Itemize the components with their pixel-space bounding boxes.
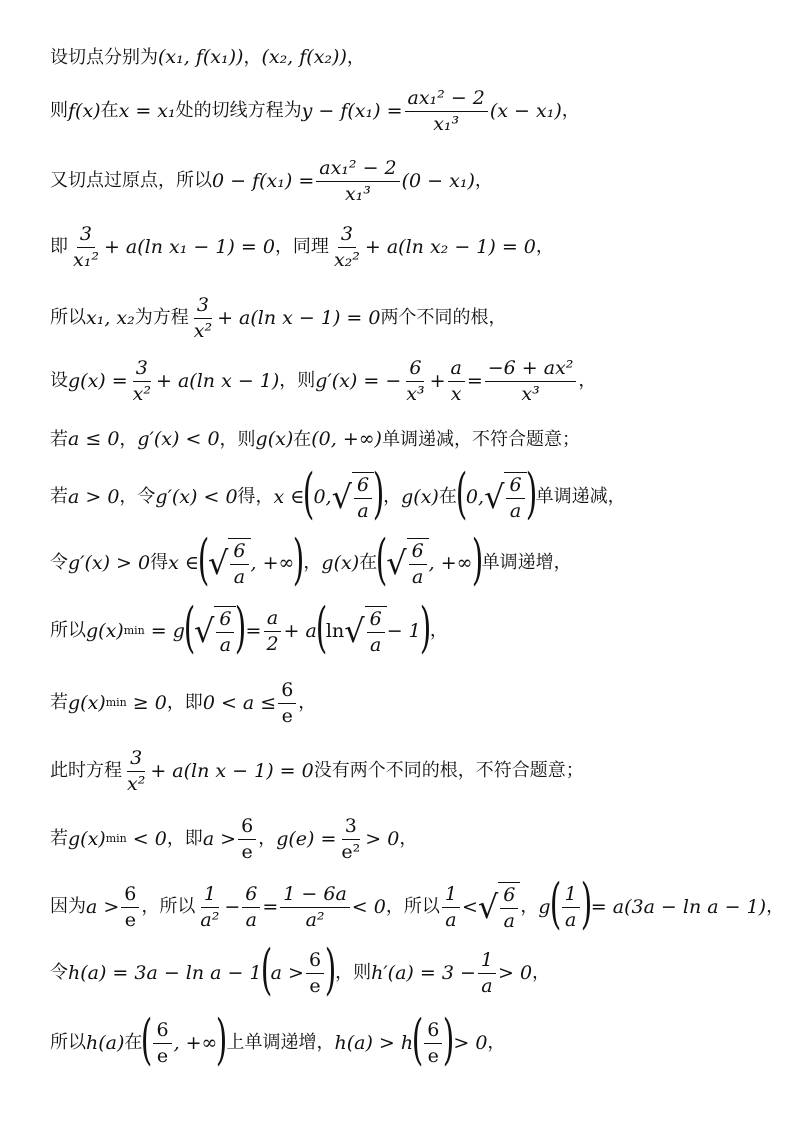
math: > 0	[365, 827, 400, 850]
math: (0 − x₁)	[401, 169, 475, 192]
math: g(x)	[401, 485, 439, 508]
right-paren: )	[324, 938, 337, 1001]
left-paren: (	[197, 528, 210, 591]
line-14	[50, 872, 785, 935]
numerator: 6	[230, 541, 248, 565]
math: g(x)	[68, 827, 106, 850]
text: ，即	[166, 828, 203, 850]
text: ，即	[166, 692, 203, 714]
line-1	[50, 48, 780, 67]
math: ≥ 0	[132, 691, 167, 714]
numerator: −6 + ax²	[485, 358, 577, 382]
text: 若	[50, 428, 68, 450]
denominator: e²	[341, 840, 361, 863]
math: a ≤ 0	[68, 428, 120, 450]
denominator: e	[281, 704, 293, 727]
math: > 0	[497, 961, 533, 984]
left-paren: (	[260, 938, 272, 1001]
math: h(a) > h	[334, 1031, 414, 1054]
denominator: e	[124, 908, 136, 931]
numerator: 1	[201, 884, 219, 908]
line-9	[50, 528, 780, 591]
numerator: 6	[242, 884, 260, 908]
numerator: 6	[500, 885, 518, 909]
text: 单调递减，	[535, 486, 626, 507]
numerator: 3	[127, 748, 145, 772]
numerator: 6	[153, 1020, 171, 1044]
fraction	[191, 295, 215, 342]
math: + a(ln x₂ − 1) = 0	[364, 235, 536, 258]
left-paren: (	[303, 462, 315, 525]
math: g′(x) < 0	[137, 428, 220, 450]
line-16	[50, 1008, 780, 1071]
fraction	[70, 224, 102, 271]
fraction	[238, 816, 256, 863]
math: , +∞	[428, 551, 473, 574]
fraction	[485, 358, 577, 405]
denominator: x³	[406, 382, 425, 405]
text: 在	[100, 100, 119, 122]
denominator: x³	[521, 382, 540, 405]
denominator: x₁³	[344, 182, 371, 205]
fraction	[409, 541, 427, 588]
line-12	[50, 748, 780, 795]
denominator: x	[450, 382, 462, 405]
denominator: x₁²	[73, 248, 99, 271]
left-paren: (	[315, 596, 328, 659]
numerator: 1	[442, 884, 460, 908]
math: h(a)	[86, 1031, 125, 1054]
math: (0, +∞)	[311, 428, 382, 450]
text: 所以	[50, 1032, 86, 1053]
fraction	[500, 885, 518, 932]
text: 设切点分别为	[50, 46, 158, 68]
fraction	[403, 358, 427, 405]
line-2	[50, 88, 780, 135]
text: 在	[124, 1032, 143, 1053]
text: ，	[346, 46, 365, 68]
text: ，则	[219, 428, 256, 450]
fraction	[331, 224, 363, 271]
text: ，	[535, 236, 554, 258]
math: g(x)	[68, 691, 106, 714]
denominator: a	[411, 566, 424, 588]
math: + a	[283, 619, 317, 642]
math: −	[224, 895, 241, 918]
denominator: a	[370, 634, 382, 656]
text: 在	[438, 486, 457, 507]
fraction	[506, 475, 524, 522]
math: < 0	[351, 895, 386, 918]
text: 若	[50, 692, 68, 714]
line-13: 若 g(x) min < 0 ，即 a > $\frac{6}{e}$ ， g(e) = $\frac{3}{\text{e²}}$ > 0 ，	[50, 815, 418, 863]
math: g(x)	[255, 428, 294, 450]
numerator: 6	[424, 1020, 442, 1044]
right-paren: )	[525, 462, 537, 525]
numerator: 1	[562, 884, 580, 908]
denominator: x²	[132, 382, 152, 405]
denominator: a²	[305, 908, 325, 931]
fraction	[242, 884, 260, 931]
math: + a(ln x − 1) = 0	[150, 759, 314, 782]
text: 单调递减，不符合题意；	[381, 428, 580, 450]
fraction	[354, 475, 372, 522]
math: f(x)	[68, 99, 101, 122]
math: g′(x) > 0	[68, 551, 151, 574]
numerator: 6	[121, 884, 139, 908]
numerator: ax₁² − 2	[405, 88, 488, 112]
math: < 0	[132, 827, 167, 850]
numerator: 3	[133, 358, 151, 382]
math: a >	[86, 895, 120, 918]
math: (x − x₁)	[489, 99, 562, 122]
text: 为方程	[134, 307, 189, 329]
fraction	[153, 1020, 171, 1067]
math: g(x) =	[68, 369, 128, 392]
sqrt: √ $\frac{6}{a}$	[386, 538, 428, 588]
text: ，所以	[141, 896, 196, 917]
denominator: e	[427, 1044, 439, 1067]
numerator: 6	[406, 358, 424, 382]
numerator: 6	[409, 541, 427, 565]
text: ，	[298, 692, 317, 714]
fraction	[278, 680, 296, 727]
fraction	[405, 88, 488, 135]
denominator: x²	[127, 772, 146, 795]
denominator: a	[233, 566, 246, 588]
text: 又切点过原点，所以	[50, 170, 212, 192]
text: 没有两个不同的根，不符合题意；	[313, 760, 584, 782]
numerator: 3	[194, 295, 212, 319]
denominator: x²	[193, 319, 213, 342]
math: <	[461, 895, 478, 918]
numerator: 6	[306, 950, 324, 974]
text: 处的切线方程为	[175, 100, 302, 122]
math: 0 − f(x₁) =	[212, 169, 315, 192]
math: + a(ln x − 1) = 0	[217, 306, 381, 329]
text: 因为	[50, 896, 86, 917]
denominator: x₁³	[433, 112, 460, 135]
math: (x₁, f(x₁))	[158, 46, 244, 68]
text: ，	[766, 896, 785, 917]
fraction	[124, 748, 148, 795]
numerator: 3	[342, 816, 360, 840]
numerator: a	[448, 358, 465, 382]
fraction	[448, 358, 465, 405]
fraction	[478, 950, 496, 997]
text: ，	[399, 828, 418, 850]
text: ，	[561, 100, 580, 122]
math: =	[466, 369, 483, 392]
fraction	[130, 358, 154, 405]
math: , +∞	[250, 551, 295, 574]
math: g′(x) < 0	[155, 485, 238, 508]
text: 则	[50, 100, 68, 122]
math: > 0	[453, 1031, 488, 1054]
math: a >	[202, 827, 237, 850]
math: y − f(x₁) =	[301, 99, 403, 122]
math: x ∈	[168, 551, 199, 574]
numerator: 1	[478, 950, 496, 974]
text: 令	[50, 962, 68, 983]
right-paren: )	[471, 528, 483, 591]
text: 此时方程	[50, 760, 122, 782]
denominator: e	[156, 1044, 169, 1067]
left-paren: (	[183, 596, 196, 659]
fraction	[216, 609, 234, 656]
fraction	[338, 816, 363, 863]
math: (x₂, f(x₂))	[261, 46, 347, 68]
right-paren: )	[372, 462, 385, 525]
line-15	[50, 938, 780, 1001]
text: ，	[243, 46, 262, 68]
line-4	[50, 224, 780, 271]
math: + a(ln x − 1)	[156, 369, 280, 392]
math: x₁, x₂	[86, 306, 135, 329]
text: ，	[578, 370, 597, 392]
text: ，	[429, 620, 448, 641]
math: − 1	[386, 619, 421, 642]
text: 设	[50, 370, 68, 392]
left-paren: (	[141, 1008, 153, 1071]
denominator: a	[445, 908, 457, 931]
fraction	[263, 608, 281, 655]
right-paren: )	[580, 872, 593, 935]
text: ，同理	[274, 236, 329, 258]
left-paren: (	[455, 462, 468, 525]
sqrt: √ $\frac{6}{a}$	[194, 606, 236, 656]
numerator: 6	[367, 609, 385, 633]
line-3	[50, 158, 780, 205]
fraction	[562, 884, 580, 931]
math: h(a) = 3a − ln a − 1	[68, 961, 262, 984]
line-8	[50, 462, 780, 525]
numerator: 6	[506, 475, 524, 499]
denominator: e	[309, 974, 321, 997]
math: a > 0	[68, 485, 120, 508]
denominator: x₂²	[333, 248, 360, 271]
fraction	[424, 1020, 442, 1067]
numerator: 3	[338, 224, 356, 248]
math: =	[245, 619, 262, 642]
text: ，则	[279, 370, 316, 392]
math: =	[262, 895, 279, 918]
fraction	[121, 884, 139, 931]
math: g(x)	[321, 551, 360, 574]
line-6	[50, 358, 780, 405]
denominator: a	[503, 910, 515, 932]
math: 0,	[465, 485, 485, 508]
numerator: 1 − 6a	[280, 884, 350, 908]
denominator: a	[245, 908, 257, 931]
denominator: 2	[266, 632, 279, 655]
math: 0 < a ≤	[202, 691, 277, 714]
text: ，	[532, 962, 551, 983]
text: 在	[359, 552, 378, 573]
math: h′(a) = 3 −	[371, 961, 476, 984]
math: = g	[150, 619, 185, 642]
math: a >	[270, 961, 304, 984]
text: ，	[474, 170, 493, 192]
text: 得，	[237, 486, 274, 507]
math: x ∈	[273, 485, 305, 508]
text: ，	[383, 486, 402, 507]
sqrt: √ $\frac{6}{a}$	[208, 538, 250, 588]
text: 两个不同的根，	[380, 307, 507, 329]
math: g(x)	[86, 619, 124, 642]
text: ，则	[335, 962, 372, 983]
numerator: 6	[238, 816, 256, 840]
fraction	[197, 884, 222, 931]
text: ，所以	[385, 896, 440, 917]
line-11: 若 g(x) min ≥ 0 ，即 0 < a ≤ $\frac{6}{e}$ ，	[50, 679, 317, 727]
fraction	[280, 884, 350, 931]
math: + a(ln x₁ − 1) = 0	[103, 235, 275, 258]
right-paren: )	[235, 596, 247, 659]
line-7	[50, 430, 780, 449]
left-paren: (	[411, 1008, 424, 1071]
numerator: 3	[77, 224, 95, 248]
text: 所以	[50, 307, 86, 329]
denominator: a	[219, 634, 232, 656]
left-paren: (	[549, 872, 561, 935]
text: 单调递增，	[481, 552, 572, 573]
text: ，	[303, 552, 322, 573]
math: x = x₁	[118, 99, 176, 122]
math: = a(3a − ln a − 1)	[590, 895, 767, 918]
fraction	[316, 158, 399, 205]
fraction	[442, 884, 460, 931]
numerator: 6	[278, 680, 296, 704]
numerator: 6	[354, 475, 372, 499]
text: ，	[119, 428, 138, 450]
sqrt: √ $\frac{6}{a}$	[478, 882, 520, 932]
sqrt: √ $\frac{6}{a}$	[484, 472, 526, 522]
text: ，令	[119, 486, 156, 507]
text: 若	[50, 486, 68, 507]
math: g	[538, 895, 551, 918]
text: 上单调递增，	[226, 1032, 335, 1053]
math: g′(x) = −	[315, 369, 402, 392]
right-paren: )	[216, 1008, 228, 1071]
math: +	[429, 369, 446, 392]
right-paren: )	[419, 596, 432, 659]
fraction	[230, 541, 248, 588]
denominator: a²	[200, 908, 220, 931]
text: 所以	[50, 620, 86, 641]
denominator: a	[481, 974, 493, 997]
text: 得	[150, 552, 169, 573]
math: g(e) =	[276, 827, 337, 850]
denominator: a	[509, 500, 522, 522]
denominator: a	[564, 908, 577, 931]
numerator: 6	[216, 609, 234, 633]
text: ，	[520, 896, 539, 917]
right-paren: )	[293, 528, 305, 591]
text: 在	[293, 428, 312, 450]
fraction	[367, 609, 385, 656]
numerator: ax₁² − 2	[316, 158, 399, 182]
text: 即	[50, 236, 68, 258]
right-paren: )	[443, 1008, 455, 1071]
fraction	[306, 950, 324, 997]
denominator: e	[241, 840, 253, 863]
denominator: a	[357, 500, 369, 522]
line-5	[50, 295, 780, 342]
math: ln	[325, 619, 345, 642]
left-paren: (	[375, 528, 388, 591]
math: , +∞	[173, 1031, 218, 1054]
text: ，	[258, 828, 277, 850]
text: ，	[487, 1032, 506, 1053]
text: 令	[50, 552, 68, 573]
sqrt: √ $\frac{6}{a}$	[332, 472, 374, 522]
numerator: a	[264, 608, 281, 632]
sqrt: √ $\frac{6}{a}$	[344, 606, 386, 656]
line-10: 所以 g(x) min = g ( √ $\frac{6}{a}$ ) = $\frac{a}{2}$ + a ( ln √ $\frac{6}{a}$ − 1 ) ，	[50, 596, 448, 659]
text: 若	[50, 828, 68, 850]
math: 0,	[313, 485, 332, 508]
